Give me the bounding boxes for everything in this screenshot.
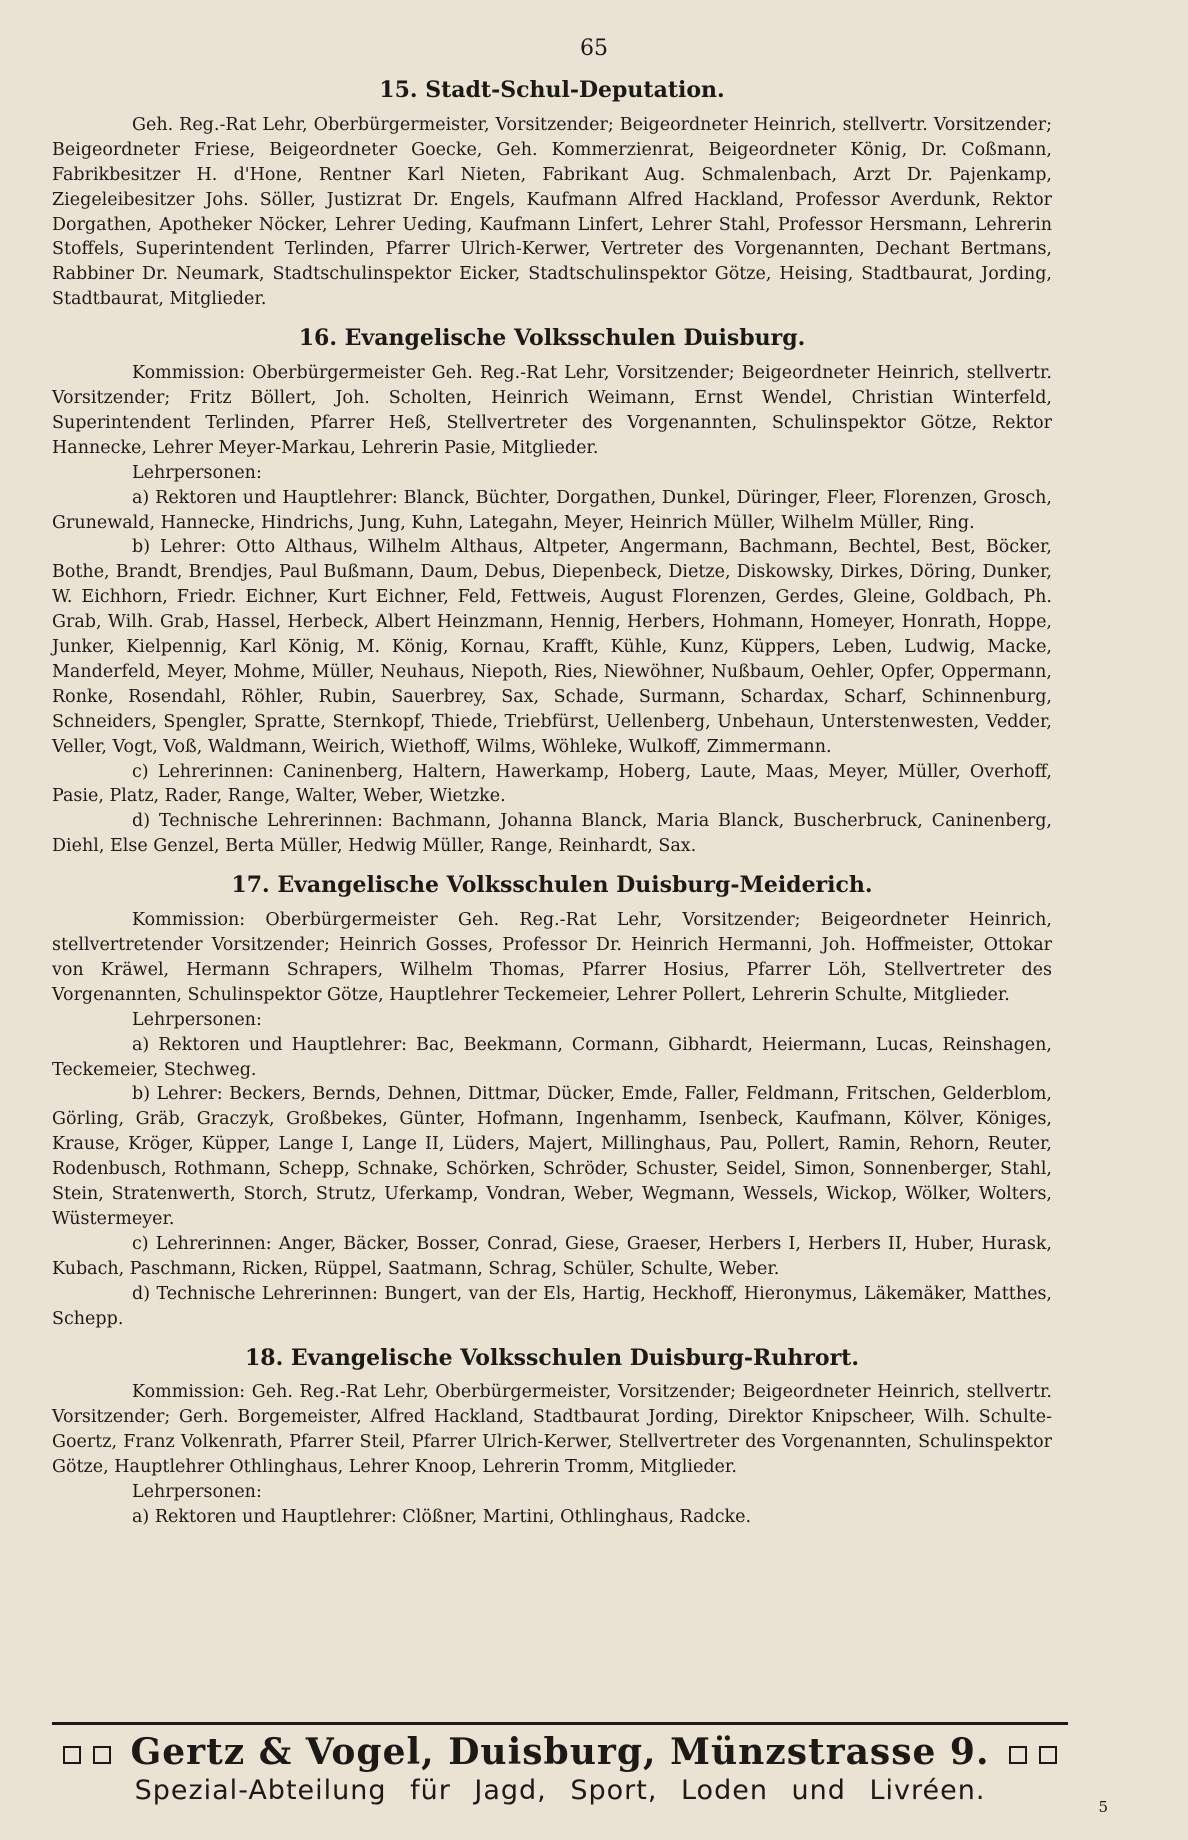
- rektoren-list: a) Rektoren und Hauptlehrer: Clößner, Martini, Othlinghaus, Radcke.: [132, 1506, 752, 1527]
- section-volksschulen-ruhrort: [52, 1346, 1052, 1530]
- kommission-paragraph: Kommission: Oberbürgermeister Geh. Reg.-Rat Lehr, Vorsitzender; Beigeordneter Heinrich, stellvertretender Vorsitzender; Heinrich Gosses, Professor Dr. Heinrich Hermanni, Joh. Hoffmeister, Ottokar von Kräwel, Hermann Schrapers, Wilhelm Thomas, Pfarrer Hosius, Pfarrer Löh, Stellvertreter des Vorgenannten, Schulinspektor Götze, Hauptlehrer Teckemeier, Lehrer Pollert, Lehrerin Schulte, Mitglieder.: [52, 910, 1052, 1005]
- square-ornament-icon: [1039, 1746, 1057, 1764]
- square-ornament-icon: [1009, 1746, 1027, 1764]
- kommission-paragraph: Kommission: Oberbürgermeister Geh. Reg.-Rat Lehr, Vorsitzender; Beigeordneter Heinrich, stellvertr. Vorsitzender; Fritz Böllert, Joh. Scholten, Heinrich Weimann, Ernst Wendel, Christian Winterfeld, Superintendent Terlinden, Pfarrer Heß, Stellvertreter des Vorgenannten, Schulinspektor Götze, Rektor Hannecke, Lehrer Meyer-Markau, Lehrerin Pasie, Mitglieder.: [52, 363, 1052, 458]
- advertisement-banner: [52, 1722, 1068, 1806]
- lehrer-list: b) Lehrer: Otto Althaus, Wilhelm Althaus, Altpeter, Angermann, Bachmann, Bechtel, Best, Böcker, Bothe, Brandt, Brendjes, Paul Bußmann, Daum, Debus, Diepenbeck, Dietze, Diskowsky, Dirkes, Döring, Dunker, W. Eichhorn, Friedr. Eichner, Kurt Eichner, Feld, Fettweis, August Florenzen, Gerdes, Gleine, Goldbach, Ph. Grab, Wilh. Grab, Hassel, Herbeck, Albert Heinzmann, Hennig, Herbers, Hohmann, Homeyer, Honrath, Hoppe, Junker, Kielpennig, Karl König, M. König, Kornau, Krafft, Kühle, Kunz, Küppers, Leben, Ludwig, Macke, Manderfeld, Meyer, Mohme, Müller, Neuhaus, Niepoth, Ries, Niewöhner, Nußbaum, Oehler, Opfer, Oppermann, Ronke, Rosendahl, Röhler, Rubin, Sauerbrey, Sax, Schade, Surmann, Schardax, Scharf, Schinnenburg, Schneiders, Spengler, Spratte, Sternkopf, Thiede, Triebfürst, Uellenberg, Unbehaun, Unterstenwesten, Vedder, Veller, Vogt, Voß, Waldmann, Weirich, Wiethoff, Wilms, Wöhleke, Wulkoff, Zimmermann.: [52, 537, 1052, 757]
- lehrpersonen-label: Lehrpersonen:: [132, 1009, 262, 1030]
- kommission-paragraph: Kommission: Geh. Reg.-Rat Lehr, Oberbürgermeister, Vorsitzender; Beigeordneter Heinrich, stellvertr. Vorsitzender; Gerh. Borgemeister, Alfred Hackland, Stadtbaurat Jording, Direktor Knipscheer, Wilh. Schulte-Goertz, Franz Volkenrath, Pfarrer Steil, Pfarrer Ulrich-Kerwer, Stellvertreter des Vorgenannten, Schulinspektor Götze, Hauptlehrer Othlinghaus, Lehrer Knoop, Lehrerin Tromm, Mitglieder.: [52, 1382, 1052, 1478]
- advertisement-subline: Spezial-Abteilung für Jagd, Sport, Loden und Livréen.: [134, 1775, 986, 1806]
- lehrerinnen-list: c) Lehrerinnen: Anger, Bäcker, Bosser, Conrad, Giese, Graeser, Herbers I, Herbers II, Huber, Hurask, Kubach, Paschmann, Ricken, Rüppel, Saatmann, Schrag, Schüler, Schulte, Weber.: [52, 1233, 1052, 1279]
- section-title: 17. Evangelische Volksschulen Duisburg-Meiderich.: [231, 872, 873, 899]
- section-stadt-schul-deputation: [52, 78, 1052, 312]
- rektoren-list: a) Rektoren und Hauptlehrer: Bac, Beekmann, Cormann, Gibhardt, Heiermann, Lucas, Reinshagen, Teckemeier, Stechweg.: [52, 1034, 1052, 1080]
- page-number: 65: [580, 36, 608, 61]
- page-content: [52, 72, 1052, 1530]
- square-ornament-icon: [63, 1746, 81, 1764]
- rektoren-list: a) Rektoren und Hauptlehrer: Blanck, Büchter, Dorgathen, Dunkel, Düringer, Fleer, Florenzen, Grosch, Grunewald, Hannecke, Hindrichs, Jung, Kuhn, Lategahn, Meyer, Heinrich Müller, Wilhelm Müller, Ring.: [52, 487, 1052, 533]
- lehrer-list: b) Lehrer: Beckers, Bernds, Dehnen, Dittmar, Dücker, Emde, Faller, Feldmann, Fritschen, Gelderblom, Görling, Gräb, Graczyk, Großbekes, Günter, Hofmann, Ingenhamm, Isenbeck, Kaufmann, Kölver, Königes, Krause, Kröger, Küpper, Lange I, Lange II, Lüders, Majert, Millinghaus, Pau, Pollert, Ramin, Rehorn, Reuter, Rodenbusch, Rothmann, Schepp, Schnake, Schörken, Schröder, Schuster, Seidel, Simon, Sonnenberger, Stahl, Stein, Stratenwerth, Storch, Strutz, Uferkamp, Vondran, Weber, Wegmann, Wessels, Wickop, Wölker, Wolters, Wüstermeyer.: [52, 1084, 1052, 1229]
- section-title: 18. Evangelische Volksschulen Duisburg-Ruhrort.: [244, 1344, 859, 1371]
- section-volksschulen-meiderich: [52, 873, 1052, 1331]
- section-volksschulen-duisburg: [52, 326, 1052, 859]
- section-title: 16. Evangelische Volksschulen Duisburg.: [298, 325, 806, 352]
- technische-lehrerinnen-list: d) Technische Lehrerinnen: Bachmann, Johanna Blanck, Maria Blanck, Buscherbruck, Caninenberg, Diehl, Else Genzel, Berta Müller, Hedwig Müller, Range, Reinhardt, Sax.: [52, 811, 1052, 857]
- lehrpersonen-label: Lehrpersonen:: [132, 1482, 262, 1503]
- lehrpersonen-label: Lehrpersonen:: [132, 462, 262, 483]
- footer-mark: 5: [1098, 1798, 1108, 1816]
- advertisement-headline: [52, 1731, 1068, 1773]
- section-title: 15. Stadt-Schul-Deputation.: [379, 77, 725, 103]
- technische-lehrerinnen-list: d) Technische Lehrerinnen: Bungert, van der Els, Hartig, Heckhoff, Hieronymus, Läkemäker, Matthes, Schepp.: [52, 1283, 1052, 1329]
- section-body: Geh. Reg.-Rat Lehr, Oberbürgermeister, Vorsitzender; Beigeordneter Heinrich, stellvertr. Vorsitzender; Beigeordneter Friese, Beigeordneter Goecke, Geh. Kommerzienrat, Beigeordneter König, Dr. Coßmann, Fabrikbesitzer H. d'Hone, Rentner Karl Nieten, Fabrikant Aug. Schmalenbach, Arzt Dr. Pajenkamp, Ziegeleibesitzer Johs. Söller, Justizrat Dr. Engels, Kaufmann Alfred Hackland, Professor Averdunk, Rektor Dorgathen, Apotheker Nöcker, Lehrer Ueding, Kaufmann Linfert, Lehrer Stahl, Professor Hersmann, Lehrerin Stoffels, Superintendent Terlinden, Pfarrer Ulrich-Kerwer, Vertreter des Vorgenannten, Dechant Bertmans, Rabbiner Dr. Neumark, Stadtschulinspektor Eicker, Stadtschulinspektor Götze, Heising, Stadtbaurat, Jording, Stadtbaurat, Mitglieder.: [52, 114, 1052, 310]
- advertisement-company: Gertz & Vogel, Duisburg, Münzstrasse 9.: [130, 1731, 990, 1773]
- lehrerinnen-list: c) Lehrerinnen: Caninenberg, Haltern, Hawerkamp, Hoberg, Laute, Maas, Meyer, Müller, Overhoff, Pasie, Platz, Rader, Range, Walter, Weber, Wietzke.: [52, 761, 1052, 807]
- square-ornament-icon: [93, 1746, 111, 1764]
